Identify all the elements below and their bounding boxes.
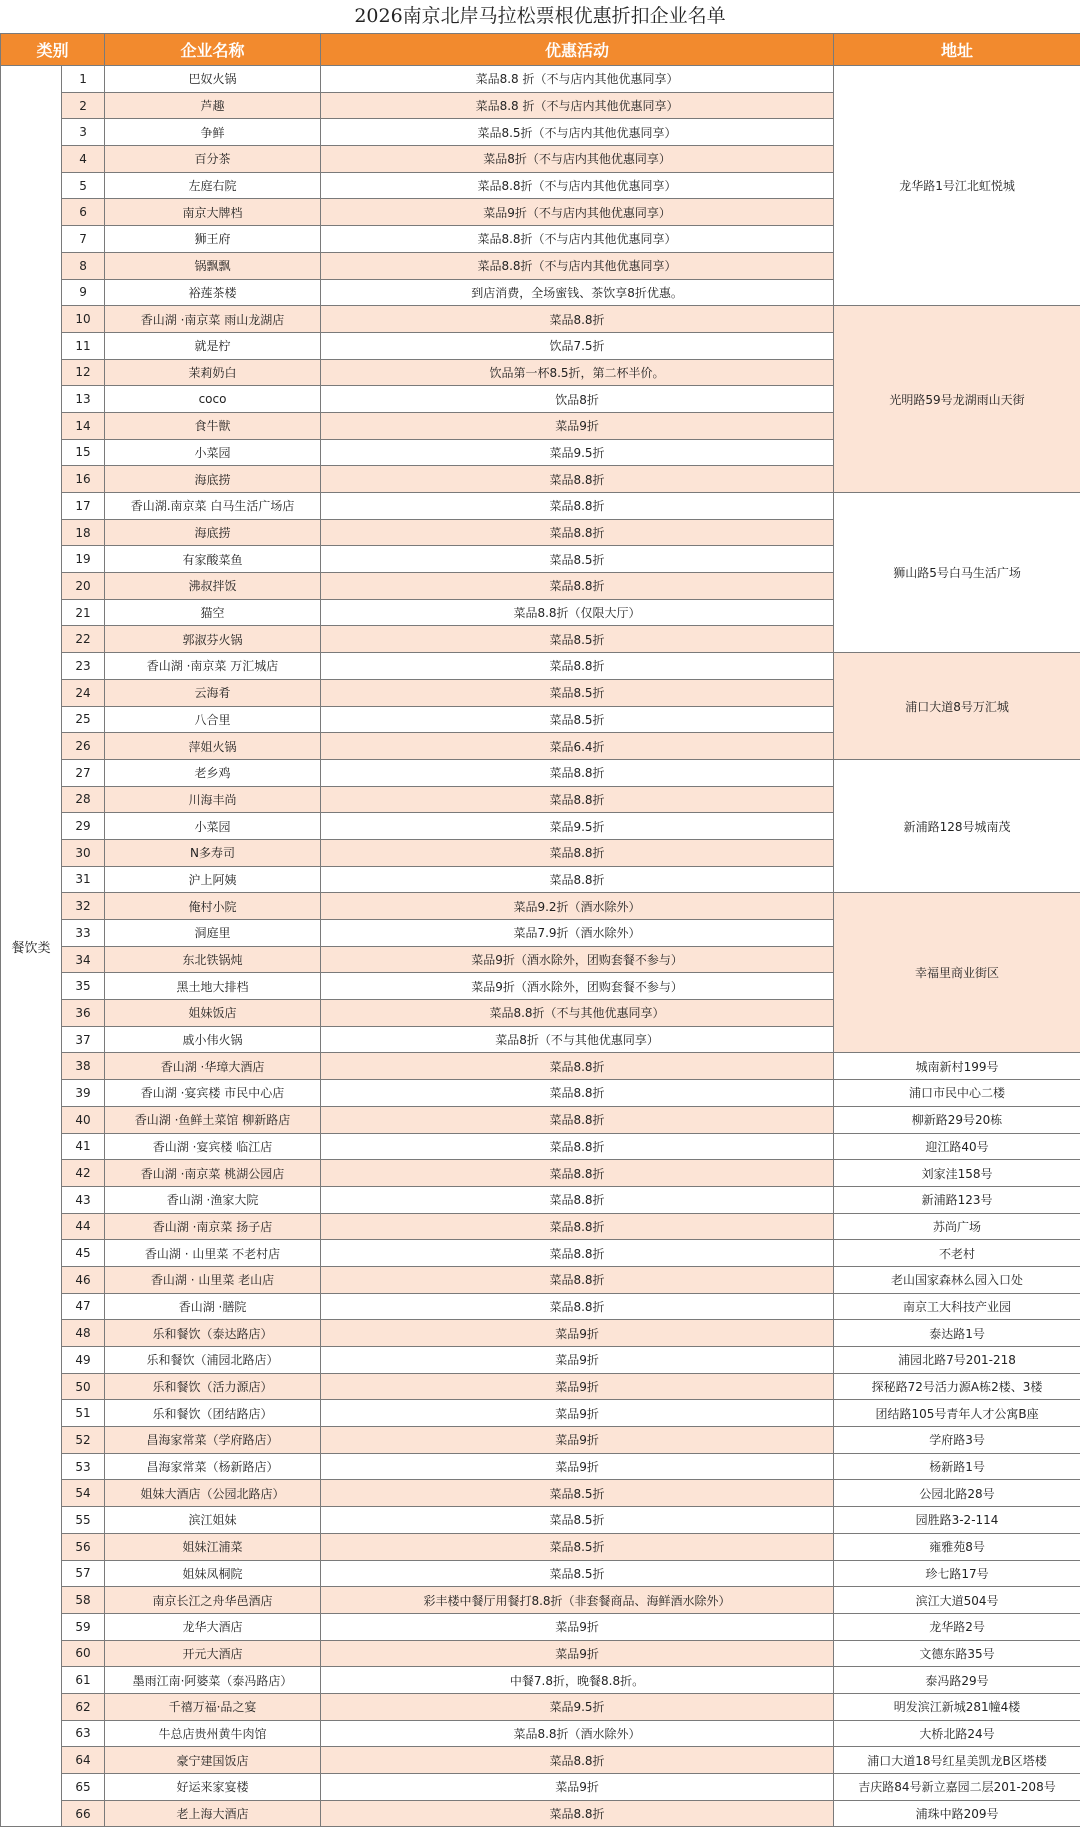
- company-name: 滨江姐妹: [105, 1507, 321, 1534]
- company-name: 洞庭里: [105, 920, 321, 947]
- table-row: [1, 493, 1080, 520]
- row-number: 12: [62, 359, 105, 386]
- company-name: 裕莲茶楼: [105, 279, 321, 306]
- row-number: 51: [62, 1400, 105, 1427]
- row-number: 44: [62, 1213, 105, 1240]
- company-name: 海底捞: [105, 466, 321, 493]
- offer-text: 菜品8.8折（不与店内其他优惠同享）: [321, 252, 834, 279]
- offer-text: 到店消费，全场蜜钱、茶饮享8折优惠。: [321, 279, 834, 306]
- offer-text: 菜品8.8折: [321, 1293, 834, 1320]
- offer-text: 菜品8.5折: [321, 626, 834, 653]
- offer-text: 菜品8.8折: [321, 519, 834, 546]
- table-row: [1, 1800, 1080, 1827]
- offer-text: 菜品8.8折: [321, 1106, 834, 1133]
- offer-text: 中餐7.8折，晚餐8.8折。: [321, 1667, 834, 1694]
- table-row: [1, 1240, 1080, 1267]
- company-name: 东北铁锅炖: [105, 946, 321, 973]
- address-cell: 滨江大道504号: [834, 1587, 1080, 1614]
- table-row: [1, 1720, 1080, 1747]
- row-number: 6: [62, 199, 105, 226]
- row-number: 20: [62, 573, 105, 600]
- row-number: 14: [62, 412, 105, 439]
- address-cell: 雍雅苑8号: [834, 1533, 1080, 1560]
- table-row: [1, 1347, 1080, 1374]
- offer-text: 菜品8.5折: [321, 706, 834, 733]
- company-name: 香山湖 ·南京菜 桃湖公园店: [105, 1160, 321, 1187]
- offer-text: 菜品9折: [321, 1640, 834, 1667]
- company-name: 百分茶: [105, 146, 321, 173]
- table-row: [1, 1560, 1080, 1587]
- row-number: 56: [62, 1533, 105, 1560]
- company-name: 乐和餐饮（团结路店）: [105, 1400, 321, 1427]
- table-row: [1, 1427, 1080, 1454]
- discount-table: [0, 33, 1080, 1827]
- offer-text: 饮品第一杯8.5折，第二杯半价。: [321, 359, 834, 386]
- row-number: 21: [62, 599, 105, 626]
- company-name: 香山湖 ·渔家大院: [105, 1186, 321, 1213]
- row-number: 40: [62, 1106, 105, 1133]
- row-number: 43: [62, 1186, 105, 1213]
- address-cell: 狮山路5号白马生活广场: [834, 493, 1080, 653]
- company-name: 香山湖.南京菜 白马生活广场店: [105, 493, 321, 520]
- company-name: 左庭右院: [105, 172, 321, 199]
- row-number: 37: [62, 1026, 105, 1053]
- row-number: 34: [62, 946, 105, 973]
- address-cell: 苏尚广场: [834, 1213, 1080, 1240]
- offer-text: 菜品9.5折: [321, 439, 834, 466]
- company-name: 巴奴火锅: [105, 66, 321, 93]
- company-name: 锅飘飘: [105, 252, 321, 279]
- table-row: [1, 1613, 1080, 1640]
- address-cell: 幸福里商业街区: [834, 893, 1080, 1053]
- row-number: 57: [62, 1560, 105, 1587]
- address-cell: 新浦路128号城南茂: [834, 759, 1080, 892]
- row-number: 17: [62, 493, 105, 520]
- company-name: 郭淑芬火锅: [105, 626, 321, 653]
- company-name: coco: [105, 386, 321, 413]
- table-row: [1, 1480, 1080, 1507]
- offer-text: 菜品8.5折: [321, 1480, 834, 1507]
- company-name: 开元大酒店: [105, 1640, 321, 1667]
- offer-text: 菜品8.8折: [321, 1133, 834, 1160]
- offer-text: 菜品8.5折: [321, 546, 834, 573]
- table-row: [1, 1293, 1080, 1320]
- offer-text: 菜品9折（酒水除外，团购套餐不参与）: [321, 946, 834, 973]
- company-name: 黑土地大排档: [105, 973, 321, 1000]
- row-number: 33: [62, 920, 105, 947]
- company-name: 香山湖 · 山里菜 不老村店: [105, 1240, 321, 1267]
- address-cell: 龙华路1号江北虹悦城: [834, 66, 1080, 306]
- table-row: [1, 1774, 1080, 1801]
- row-number: 45: [62, 1240, 105, 1267]
- page-title: 2026南京北岸马拉松票根优惠折扣企业名单: [354, 5, 726, 27]
- offer-text: 菜品8.8 折（不与店内其他优惠同享）: [321, 92, 834, 119]
- header-offer: 优惠活动: [321, 34, 834, 66]
- table-row: [1, 759, 1080, 786]
- header-company: 企业名称: [105, 34, 321, 66]
- row-number: 4: [62, 146, 105, 173]
- category-cell: 餐饮类: [1, 66, 62, 1827]
- company-name: 小菜园: [105, 813, 321, 840]
- offer-text: 菜品8.5折: [321, 1507, 834, 1534]
- row-number: 26: [62, 733, 105, 760]
- company-name: 戚小伟火锅: [105, 1026, 321, 1053]
- row-number: 62: [62, 1693, 105, 1720]
- address-cell: 老山国家森林么园入口处: [834, 1266, 1080, 1293]
- row-number: 53: [62, 1453, 105, 1480]
- table-row: [1, 1053, 1080, 1080]
- table-row: [1, 1693, 1080, 1720]
- row-number: 19: [62, 546, 105, 573]
- row-number: 29: [62, 813, 105, 840]
- row-number: 32: [62, 893, 105, 920]
- offer-text: 菜品9折（不与店内其他优惠同享）: [321, 199, 834, 226]
- row-number: 60: [62, 1640, 105, 1667]
- company-name: 昌海家常菜（学府路店）: [105, 1427, 321, 1454]
- offer-text: 菜品8折（不与其他优惠同享）: [321, 1026, 834, 1053]
- table-row: [1, 1160, 1080, 1187]
- address-cell: 学府路3号: [834, 1427, 1080, 1454]
- company-name: 猫空: [105, 599, 321, 626]
- row-number: 66: [62, 1800, 105, 1827]
- offer-text: 菜品8.8折: [321, 1747, 834, 1774]
- offer-text: 菜品8.5折（不与店内其他优惠同享）: [321, 119, 834, 146]
- table-row: [1, 1266, 1080, 1293]
- company-name: 姐妹凤桐院: [105, 1560, 321, 1587]
- company-name: 俺村小院: [105, 893, 321, 920]
- offer-text: 饮品7.5折: [321, 332, 834, 359]
- company-name: 老上海大酒店: [105, 1800, 321, 1827]
- company-name: 香山湖 ·膳院: [105, 1293, 321, 1320]
- row-number: 42: [62, 1160, 105, 1187]
- table-row: [1, 1747, 1080, 1774]
- company-name: 香山湖 ·华璋大酒店: [105, 1053, 321, 1080]
- company-name: 牛总店贵州黄牛肉馆: [105, 1720, 321, 1747]
- row-number: 50: [62, 1373, 105, 1400]
- offer-text: 菜品9折: [321, 412, 834, 439]
- offer-text: 饮品8折: [321, 386, 834, 413]
- offer-text: 菜品8.8折（酒水除外）: [321, 1720, 834, 1747]
- table-row: [1, 653, 1080, 680]
- address-cell: 杨新路1号: [834, 1453, 1080, 1480]
- offer-text: 菜品9折: [321, 1373, 834, 1400]
- row-number: 63: [62, 1720, 105, 1747]
- address-cell: 柳新路29号20栋: [834, 1106, 1080, 1133]
- address-cell: 不老村: [834, 1240, 1080, 1267]
- company-name: 墨雨江南·阿婆菜（泰冯路店）: [105, 1667, 321, 1694]
- company-name: 豪宁建国饭店: [105, 1747, 321, 1774]
- company-name: 川海丰尚: [105, 786, 321, 813]
- address-cell: 浦园北路7号201-218: [834, 1347, 1080, 1374]
- offer-text: 菜品9折: [321, 1774, 834, 1801]
- address-cell: 珍七路17号: [834, 1560, 1080, 1587]
- row-number: 65: [62, 1774, 105, 1801]
- table-row: [1, 1213, 1080, 1240]
- row-number: 38: [62, 1053, 105, 1080]
- row-number: 46: [62, 1266, 105, 1293]
- offer-text: 菜品8.8折: [321, 1800, 834, 1827]
- header-address: 地址: [834, 34, 1080, 66]
- row-number: 15: [62, 439, 105, 466]
- company-name: 南京大牌档: [105, 199, 321, 226]
- company-name: 云海肴: [105, 679, 321, 706]
- table-row: [1, 1186, 1080, 1213]
- row-number: 9: [62, 279, 105, 306]
- company-name: 茉莉奶白: [105, 359, 321, 386]
- company-name: 龙华大酒店: [105, 1613, 321, 1640]
- address-cell: 光明路59号龙湖雨山天街: [834, 306, 1080, 493]
- offer-text: 菜品8.8 折（不与店内其他优惠同享）: [321, 66, 834, 93]
- address-cell: 新浦路123号: [834, 1186, 1080, 1213]
- row-number: 52: [62, 1427, 105, 1454]
- row-number: 13: [62, 386, 105, 413]
- offer-text: 菜品9.5折: [321, 813, 834, 840]
- company-name: 昌海家常菜（杨新路店）: [105, 1453, 321, 1480]
- company-name: 姐妹江浦菜: [105, 1533, 321, 1560]
- row-number: 28: [62, 786, 105, 813]
- offer-text: 菜品8.8折: [321, 1160, 834, 1187]
- address-cell: 明发滨江新城281幢4楼: [834, 1693, 1080, 1720]
- company-name: 沸叔拌饭: [105, 573, 321, 600]
- table-row: [1, 306, 1080, 333]
- table-row: [1, 66, 1080, 93]
- company-name: 沪上阿姨: [105, 866, 321, 893]
- row-number: 8: [62, 252, 105, 279]
- address-cell: 泰达路1号: [834, 1320, 1080, 1347]
- offer-text: 彩丰楼中餐厅用餐打8.8折（非套餐商品、海鲜酒水除外）: [321, 1587, 834, 1614]
- company-name: 海底捞: [105, 519, 321, 546]
- company-name: 香山湖 ·南京菜 万汇城店: [105, 653, 321, 680]
- company-name: 好运来家宴楼: [105, 1774, 321, 1801]
- row-number: 18: [62, 519, 105, 546]
- row-number: 35: [62, 973, 105, 1000]
- row-number: 7: [62, 226, 105, 253]
- offer-text: 菜品8.8折（不与其他优惠同享）: [321, 1000, 834, 1027]
- row-number: 30: [62, 839, 105, 866]
- row-number: 48: [62, 1320, 105, 1347]
- offer-text: 菜品6.4折: [321, 733, 834, 760]
- offer-text: 菜品8.5折: [321, 1533, 834, 1560]
- table-row: [1, 1533, 1080, 1560]
- company-name: 乐和餐饮（活力源店）: [105, 1373, 321, 1400]
- row-number: 54: [62, 1480, 105, 1507]
- offer-text: 菜品8.8折: [321, 786, 834, 813]
- address-cell: 泰冯路29号: [834, 1667, 1080, 1694]
- table-row: [1, 1667, 1080, 1694]
- company-name: 食牛獣: [105, 412, 321, 439]
- offer-text: 菜品8.8折: [321, 1266, 834, 1293]
- company-name: 争鲜: [105, 119, 321, 146]
- offer-text: 菜品9折: [321, 1453, 834, 1480]
- table-row: [1, 1373, 1080, 1400]
- header-category: 类别: [1, 34, 105, 66]
- offer-text: 菜品8.8折: [321, 839, 834, 866]
- company-name: 芦趣: [105, 92, 321, 119]
- offer-text: 菜品8.5折: [321, 1560, 834, 1587]
- company-name: 香山湖 ·南京菜 雨山龙湖店: [105, 306, 321, 333]
- table-row: [1, 1587, 1080, 1614]
- offer-text: 菜品9折: [321, 1320, 834, 1347]
- row-number: 41: [62, 1133, 105, 1160]
- row-number: 2: [62, 92, 105, 119]
- company-name: 狮王府: [105, 226, 321, 253]
- offer-text: 菜品9.2折（酒水除外）: [321, 893, 834, 920]
- offer-text: 菜品8.8折: [321, 1053, 834, 1080]
- offer-text: 菜品8.8折: [321, 573, 834, 600]
- company-name: 乐和餐饮（浦园北路店）: [105, 1347, 321, 1374]
- row-number: 25: [62, 706, 105, 733]
- row-number: 16: [62, 466, 105, 493]
- offer-text: 菜品8.8折: [321, 466, 834, 493]
- row-number: 55: [62, 1507, 105, 1534]
- offer-text: 菜品8.8折: [321, 1240, 834, 1267]
- address-cell: 浦口大道8号万汇城: [834, 653, 1080, 760]
- company-name: 香山湖 ·鱼鲜土菜馆 柳新路店: [105, 1106, 321, 1133]
- offer-text: 菜品7.9折（酒水除外）: [321, 920, 834, 947]
- table-row: [1, 1133, 1080, 1160]
- offer-text: 菜品8.8折: [321, 866, 834, 893]
- address-cell: 公园北路28号: [834, 1480, 1080, 1507]
- offer-text: 菜品9折（酒水除外，团购套餐不参与）: [321, 973, 834, 1000]
- row-number: 11: [62, 332, 105, 359]
- offer-text: 菜品8.8折: [321, 306, 834, 333]
- company-name: 香山湖 ·南京菜 扬子店: [105, 1213, 321, 1240]
- company-name: 有家酸菜鱼: [105, 546, 321, 573]
- header-row: [1, 34, 1080, 66]
- table-row: [1, 1320, 1080, 1347]
- row-number: 1: [62, 66, 105, 93]
- address-cell: 探秘路72号活力源A栋2楼、3楼: [834, 1373, 1080, 1400]
- address-cell: 浦口市民中心二楼: [834, 1080, 1080, 1107]
- row-number: 10: [62, 306, 105, 333]
- offer-text: 菜品8折（不与店内其他优惠同享）: [321, 146, 834, 173]
- company-name: 南京长江之舟华邑酒店: [105, 1587, 321, 1614]
- company-name: 小菜园: [105, 439, 321, 466]
- company-name: 姐妹大酒店（公园北路店）: [105, 1480, 321, 1507]
- offer-text: 菜品8.8折: [321, 493, 834, 520]
- table-row: [1, 1106, 1080, 1133]
- row-number: 5: [62, 172, 105, 199]
- table-row: [1, 1400, 1080, 1427]
- address-cell: 龙华路2号: [834, 1613, 1080, 1640]
- company-name: 姐妹饭店: [105, 1000, 321, 1027]
- address-cell: 迎江路40号: [834, 1133, 1080, 1160]
- address-cell: 刘家洼158号: [834, 1160, 1080, 1187]
- offer-text: 菜品8.8折: [321, 1080, 834, 1107]
- address-cell: 团结路105号青年人才公寓B座: [834, 1400, 1080, 1427]
- company-name: 千禧万福·品之宴: [105, 1693, 321, 1720]
- offer-text: 菜品8.8折（不与店内其他优惠同享）: [321, 226, 834, 253]
- offer-text: 菜品9.5折: [321, 1693, 834, 1720]
- table-row: [1, 1507, 1080, 1534]
- row-number: 31: [62, 866, 105, 893]
- offer-text: 菜品8.8折: [321, 1213, 834, 1240]
- offer-text: 菜品9折: [321, 1347, 834, 1374]
- address-cell: 文德东路35号: [834, 1640, 1080, 1667]
- address-cell: 园胜路3-2-114: [834, 1507, 1080, 1534]
- company-name: 老乡鸡: [105, 759, 321, 786]
- offer-text: 菜品8.5折: [321, 679, 834, 706]
- offer-text: 菜品9折: [321, 1400, 834, 1427]
- offer-text: 菜品9折: [321, 1427, 834, 1454]
- offer-text: 菜品8.8折: [321, 653, 834, 680]
- table-body: [1, 66, 1080, 1827]
- company-name: 香山湖 ·宴宾楼 临江店: [105, 1133, 321, 1160]
- address-cell: 城南新村199号: [834, 1053, 1080, 1080]
- row-number: 3: [62, 119, 105, 146]
- address-cell: 南京工大科技产业园: [834, 1293, 1080, 1320]
- company-name: N多寿司: [105, 839, 321, 866]
- offer-text: 菜品8.8折: [321, 759, 834, 786]
- address-cell: 大桥北路24号: [834, 1720, 1080, 1747]
- row-number: 49: [62, 1347, 105, 1374]
- row-number: 39: [62, 1080, 105, 1107]
- company-name: 乐和餐饮（泰达路店）: [105, 1320, 321, 1347]
- row-number: 47: [62, 1293, 105, 1320]
- offer-text: 菜品8.8折（仅限大厅）: [321, 599, 834, 626]
- row-number: 36: [62, 1000, 105, 1027]
- row-number: 59: [62, 1613, 105, 1640]
- row-number: 27: [62, 759, 105, 786]
- row-number: 58: [62, 1587, 105, 1614]
- offer-text: 菜品9折: [321, 1613, 834, 1640]
- company-name: 就是柠: [105, 332, 321, 359]
- table-row: [1, 893, 1080, 920]
- row-number: 24: [62, 679, 105, 706]
- table-row: [1, 1453, 1080, 1480]
- offer-text: 菜品8.8折: [321, 1186, 834, 1213]
- company-name: 香山湖 ·宴宾楼 市民中心店: [105, 1080, 321, 1107]
- address-cell: 浦珠中路209号: [834, 1800, 1080, 1827]
- address-cell: 吉庆路84号新立嘉园二层201-208号: [834, 1774, 1080, 1801]
- row-number: 22: [62, 626, 105, 653]
- table-row: [1, 1640, 1080, 1667]
- company-name: 八合里: [105, 706, 321, 733]
- company-name: 萍姐火锅: [105, 733, 321, 760]
- company-name: 香山湖 · 山里菜 老山店: [105, 1266, 321, 1293]
- row-number: 64: [62, 1747, 105, 1774]
- address-cell: 浦口大道18号红星美凯龙B区塔楼: [834, 1747, 1080, 1774]
- row-number: 23: [62, 653, 105, 680]
- offer-text: 菜品8.8折（不与店内其他优惠同享）: [321, 172, 834, 199]
- row-number: 61: [62, 1667, 105, 1694]
- table-row: [1, 1080, 1080, 1107]
